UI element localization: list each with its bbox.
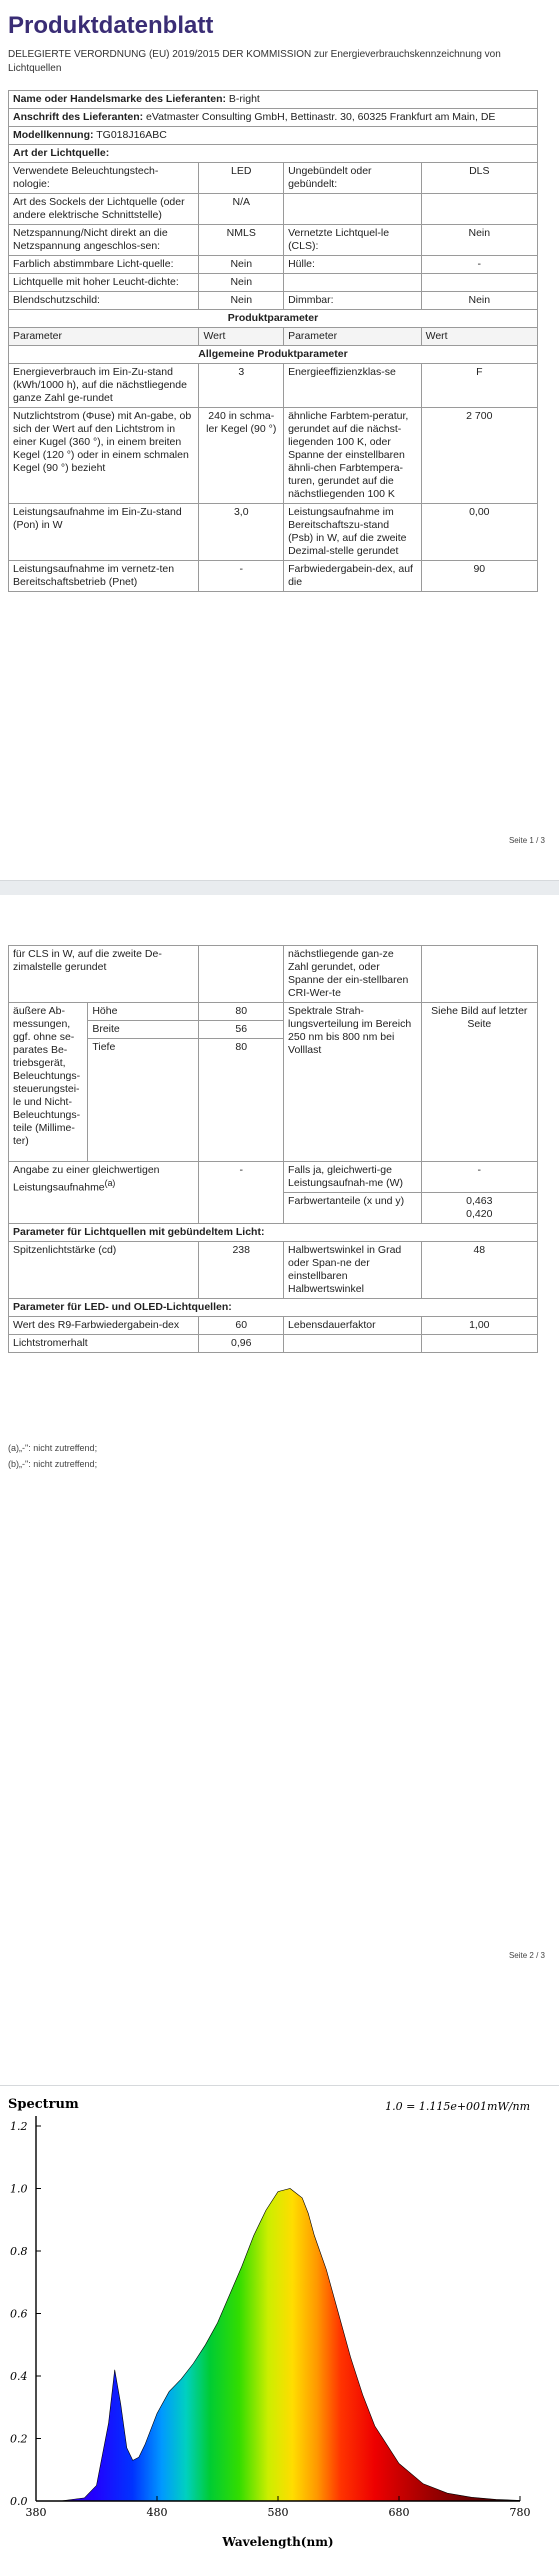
cell-psb-value: 0,00 (421, 504, 537, 561)
cell-equiv2-label: Falls ja, gleichwerti-ge Leistungsaufnah-me (W) (284, 1162, 422, 1193)
cell-empty (284, 1335, 422, 1353)
table-row (9, 1003, 538, 1021)
cell-shield-label: Blendschutzschild: (9, 292, 199, 310)
cell-directional-value: DLS (421, 163, 537, 194)
chroma-y: 0,420 (466, 1208, 493, 1220)
cell-width-label: Breite (88, 1021, 199, 1039)
page-number: Seite 2 / 3 (508, 1951, 545, 1960)
cell-pon-label: Leistungsaufnahme im Ein-Zu-stand (Pon) in W (9, 504, 199, 561)
cell-pnet-cont: für CLS in W, auf die zweite De-zimalstelle gerundet (9, 946, 199, 1003)
cell-directional-label: Ungebündelt oder gebündelt: (284, 163, 422, 194)
regulation-subtitle: DELEGIERTE VERORDNUNG (EU) 2019/2015 DER KOMMISSION zur Energieverbrauchskennzeichnung von Lichtquellen (8, 49, 501, 74)
cell-dimmable-value: Nein (421, 292, 537, 310)
table-row (9, 292, 538, 310)
x-axis-label: Wavelength(nm) (222, 2535, 334, 2549)
cell-depth-label: Tiefe (88, 1039, 199, 1162)
cell-envelope-label: Hülle: (284, 256, 422, 274)
table-row (9, 946, 538, 1003)
cell-tunable-value: Nein (199, 256, 284, 274)
y-tick-label: 0.8 (10, 2245, 28, 2258)
cell-spectral-value: Siehe Bild auf letzter Seite (421, 1003, 537, 1162)
table-row (9, 408, 538, 504)
cell-beam-value: 48 (421, 1242, 537, 1299)
column-header-row (9, 328, 538, 346)
address-label: Anschrift des Lieferanten: (13, 111, 144, 123)
cell-class-label: Energieeffizienzklas-se (284, 364, 422, 408)
cell-cct-label: ähnliche Farbtem-peratur, gerundet auf die nächst-liegenden 100 K, oder Spanne der einstellbaren ähnli-chen Farbtempera-turen, gerundet auf die nächstliegenden 100 K (284, 408, 422, 504)
cell-equiv-value: - (199, 1162, 284, 1224)
cell-mains-label: Netzspannung/Nicht direkt an die Netzspannung angeschlos-sen: (9, 225, 199, 256)
spectrum-chart (0, 2086, 559, 2561)
cell-survival-value: 1,00 (421, 1317, 537, 1335)
table-row (9, 1317, 538, 1335)
params-heading: Produktparameter (9, 310, 538, 328)
cell-peak-label: Spitzenlichtstärke (cd) (9, 1242, 199, 1299)
cell-dims-label: äußere Ab-messungen, ggf. ohne se-parates Be-triebsgerät, Beleuchtungs-steuerungstei-le und Nicht-Beleuchtungs-teile (Millime-ter) (9, 1003, 88, 1162)
address-value: eVatmaster Consulting GmbH, Bettinastr. 30, 60325 Frankfurt am Main, DE (146, 111, 496, 123)
x-tick-label: 780 (509, 2506, 531, 2519)
cell-mains-value: NMLS (199, 225, 284, 256)
supplier-label: Name oder Handelsmarke des Lieferanten: (13, 93, 226, 105)
x-tick-label: 380 (25, 2506, 47, 2519)
cell-cri-value: 90 (421, 561, 537, 592)
cell-dimmable-label: Dimmbar: (284, 292, 422, 310)
y-tick-label: 0.6 (10, 2307, 28, 2321)
cell-energy-label: Energieverbrauch im Ein-Zu-stand (kWh/1000 h), auf die nächstliegende ganze Zahl ge-rundet (9, 364, 199, 408)
cell-survival-label: Lebensdauerfaktor (284, 1317, 422, 1335)
cell-empty (284, 194, 422, 225)
directional-heading: Parameter für Lichtquellen mit gebündeltem Licht: (9, 1224, 538, 1242)
footnote-a: (a)„-": nicht zutreffend; (8, 1443, 98, 1453)
cell-depth-value: 80 (199, 1039, 284, 1162)
cell-cri-label: Farbwiedergabein-dex, auf die (284, 561, 422, 592)
cell-pnet-value: - (199, 561, 284, 592)
cell-cls-label: Vernetzte Lichtquel-le (CLS): (284, 225, 422, 256)
cell-beam-label: Halbwertswinkel in Grad oder Span-ne der einstellbaren Halbwertswinkel (284, 1242, 422, 1299)
table-row (9, 561, 538, 592)
y-tick-label: 0.2 (10, 2432, 28, 2446)
cell-pon-value: 3,0 (199, 504, 284, 561)
cell-lumen-label: Lichtstromerhalt (9, 1335, 199, 1353)
page-title: Produktdatenblatt (8, 12, 214, 39)
page-separator (0, 880, 559, 896)
cell-equiv2-value: - (421, 1162, 537, 1193)
cell-flux-value: 240 in schma-ler Kegel (90 °) (199, 408, 284, 504)
cell-flux-label: Nutzlichtstrom (Φuse) mit An-gabe, ob sich der Wert auf den Lichtstrom in einer Kugel (360 °), in einem breiten Kegel (120 °) oder in einem schmalen Kegel (90 °) bezieht (9, 408, 199, 504)
cell-height-label: Höhe (88, 1003, 199, 1021)
datasheet-page-3 (0, 2085, 559, 2561)
cell-height-value: 80 (199, 1003, 284, 1021)
cell-cct-value: 2 700 (421, 408, 537, 504)
col-parameter: Parameter (284, 328, 422, 346)
table-row (9, 364, 538, 408)
x-tick-label: 480 (146, 2506, 168, 2519)
cell-tunable-label: Farblich abstimmbare Licht-quelle: (9, 256, 199, 274)
general-heading: Allgemeine Produktparameter (9, 346, 538, 364)
cell-r9-value: 60 (199, 1317, 284, 1335)
model-value: TG018J16ABC (96, 129, 167, 141)
cell-cap-value: N/A (199, 194, 284, 225)
cell-technology-value: LED (199, 163, 284, 194)
scale-note: 1.0 = 1.115e+001mW/nm (385, 2100, 530, 2113)
datasheet-page-2 (0, 895, 559, 2085)
cell-shield-value: Nein (199, 292, 284, 310)
cell-energy-value: 3 (199, 364, 284, 408)
col-value: Wert (199, 328, 284, 346)
type-heading: Art der Lichtquelle: (9, 145, 538, 163)
y-tick-label: 0.4 (10, 2370, 28, 2383)
cell-cri-cont: nächstliegende gan-ze Zahl gerundet, oder Spanne der ein-stellbaren CRI-Wer-te (284, 946, 422, 1003)
address-row (9, 109, 538, 127)
table-row (9, 1162, 538, 1193)
cell-chroma-label: Farbwertanteile (x und y) (284, 1193, 422, 1224)
cell-luminance-value: Nein (199, 274, 284, 292)
spectrum-title: Spectrum (8, 2097, 79, 2112)
table-row (9, 1242, 538, 1299)
cell-equiv-label (9, 1162, 199, 1224)
cell-empty (421, 946, 537, 1003)
led-heading: Parameter für LED- und OLED-Lichtquellen: (9, 1299, 538, 1317)
cell-spectral-label: Spektrale Strah-lungsverteilung im Bereich 250 nm bis 800 nm bei Volllast (284, 1003, 422, 1162)
y-tick-label: 1.0 (10, 2182, 28, 2196)
cell-width-value: 56 (199, 1021, 284, 1039)
cell-cls-value: Nein (421, 225, 537, 256)
cell-chroma-value (421, 1193, 537, 1224)
cell-envelope-value: - (421, 256, 537, 274)
cell-r9-label: Wert des R9-Farbwiedergabein-dex (9, 1317, 199, 1335)
footnote-b: (b)„-": nicht zutreffend; (8, 1459, 98, 1469)
cell-empty (199, 946, 284, 1003)
footnote-marker: (a) (104, 1178, 116, 1188)
cell-psb-label: Leistungsaufnahme im Bereitschaftszu-stand (Psb) in W, auf die zweite Dezimal-stelle gerundet (284, 504, 422, 561)
cell-technology-label: Verwendete Beleuchtungstech-nologie: (9, 163, 199, 194)
equiv-label-text: Angabe zu einer gleichwertigen Leistungsaufnahme (13, 1164, 160, 1194)
cell-luminance-label: Lichtquelle mit hoher Leucht-dichte: (9, 274, 199, 292)
table-row (9, 256, 538, 274)
cell-empty (421, 1335, 537, 1353)
cell-lumen-value: 0,96 (199, 1335, 284, 1353)
table-row (9, 1335, 538, 1353)
cell-empty (284, 274, 422, 292)
product-params-table-continued (8, 945, 538, 1353)
model-row (9, 127, 538, 145)
x-tick-label: 680 (388, 2506, 410, 2519)
y-tick-label: 0.0 (10, 2495, 28, 2508)
cell-empty (421, 194, 537, 225)
table-row (9, 225, 538, 256)
page-number: Seite 1 / 3 (508, 836, 545, 845)
chroma-x: 0,463 (466, 1195, 493, 1207)
cell-cap-label: Art des Sockels der Lichtquelle (oder andere elektrische Schnittstelle) (9, 194, 199, 225)
col-parameter: Parameter (9, 328, 199, 346)
x-tick-label: 580 (267, 2506, 289, 2519)
table-row (9, 274, 538, 292)
spectrum-area (36, 2189, 520, 2502)
cell-class-value: F (421, 364, 537, 408)
supplier-row (9, 91, 538, 109)
model-label: Modellkennung: (13, 129, 94, 141)
product-info-table (8, 90, 538, 592)
cell-empty (421, 274, 537, 292)
cell-pnet-label: Leistungsaufnahme im vernetz-ten Bereitschaftsbetrieb (Pnet) (9, 561, 199, 592)
supplier-value: B-right (228, 93, 260, 105)
table-row (9, 194, 538, 225)
table-row (9, 504, 538, 561)
cell-peak-value: 238 (199, 1242, 284, 1299)
table-row (9, 163, 538, 194)
col-value: Wert (421, 328, 537, 346)
datasheet-page-1 (0, 0, 559, 880)
y-tick-label: 1.2 (10, 2120, 28, 2133)
